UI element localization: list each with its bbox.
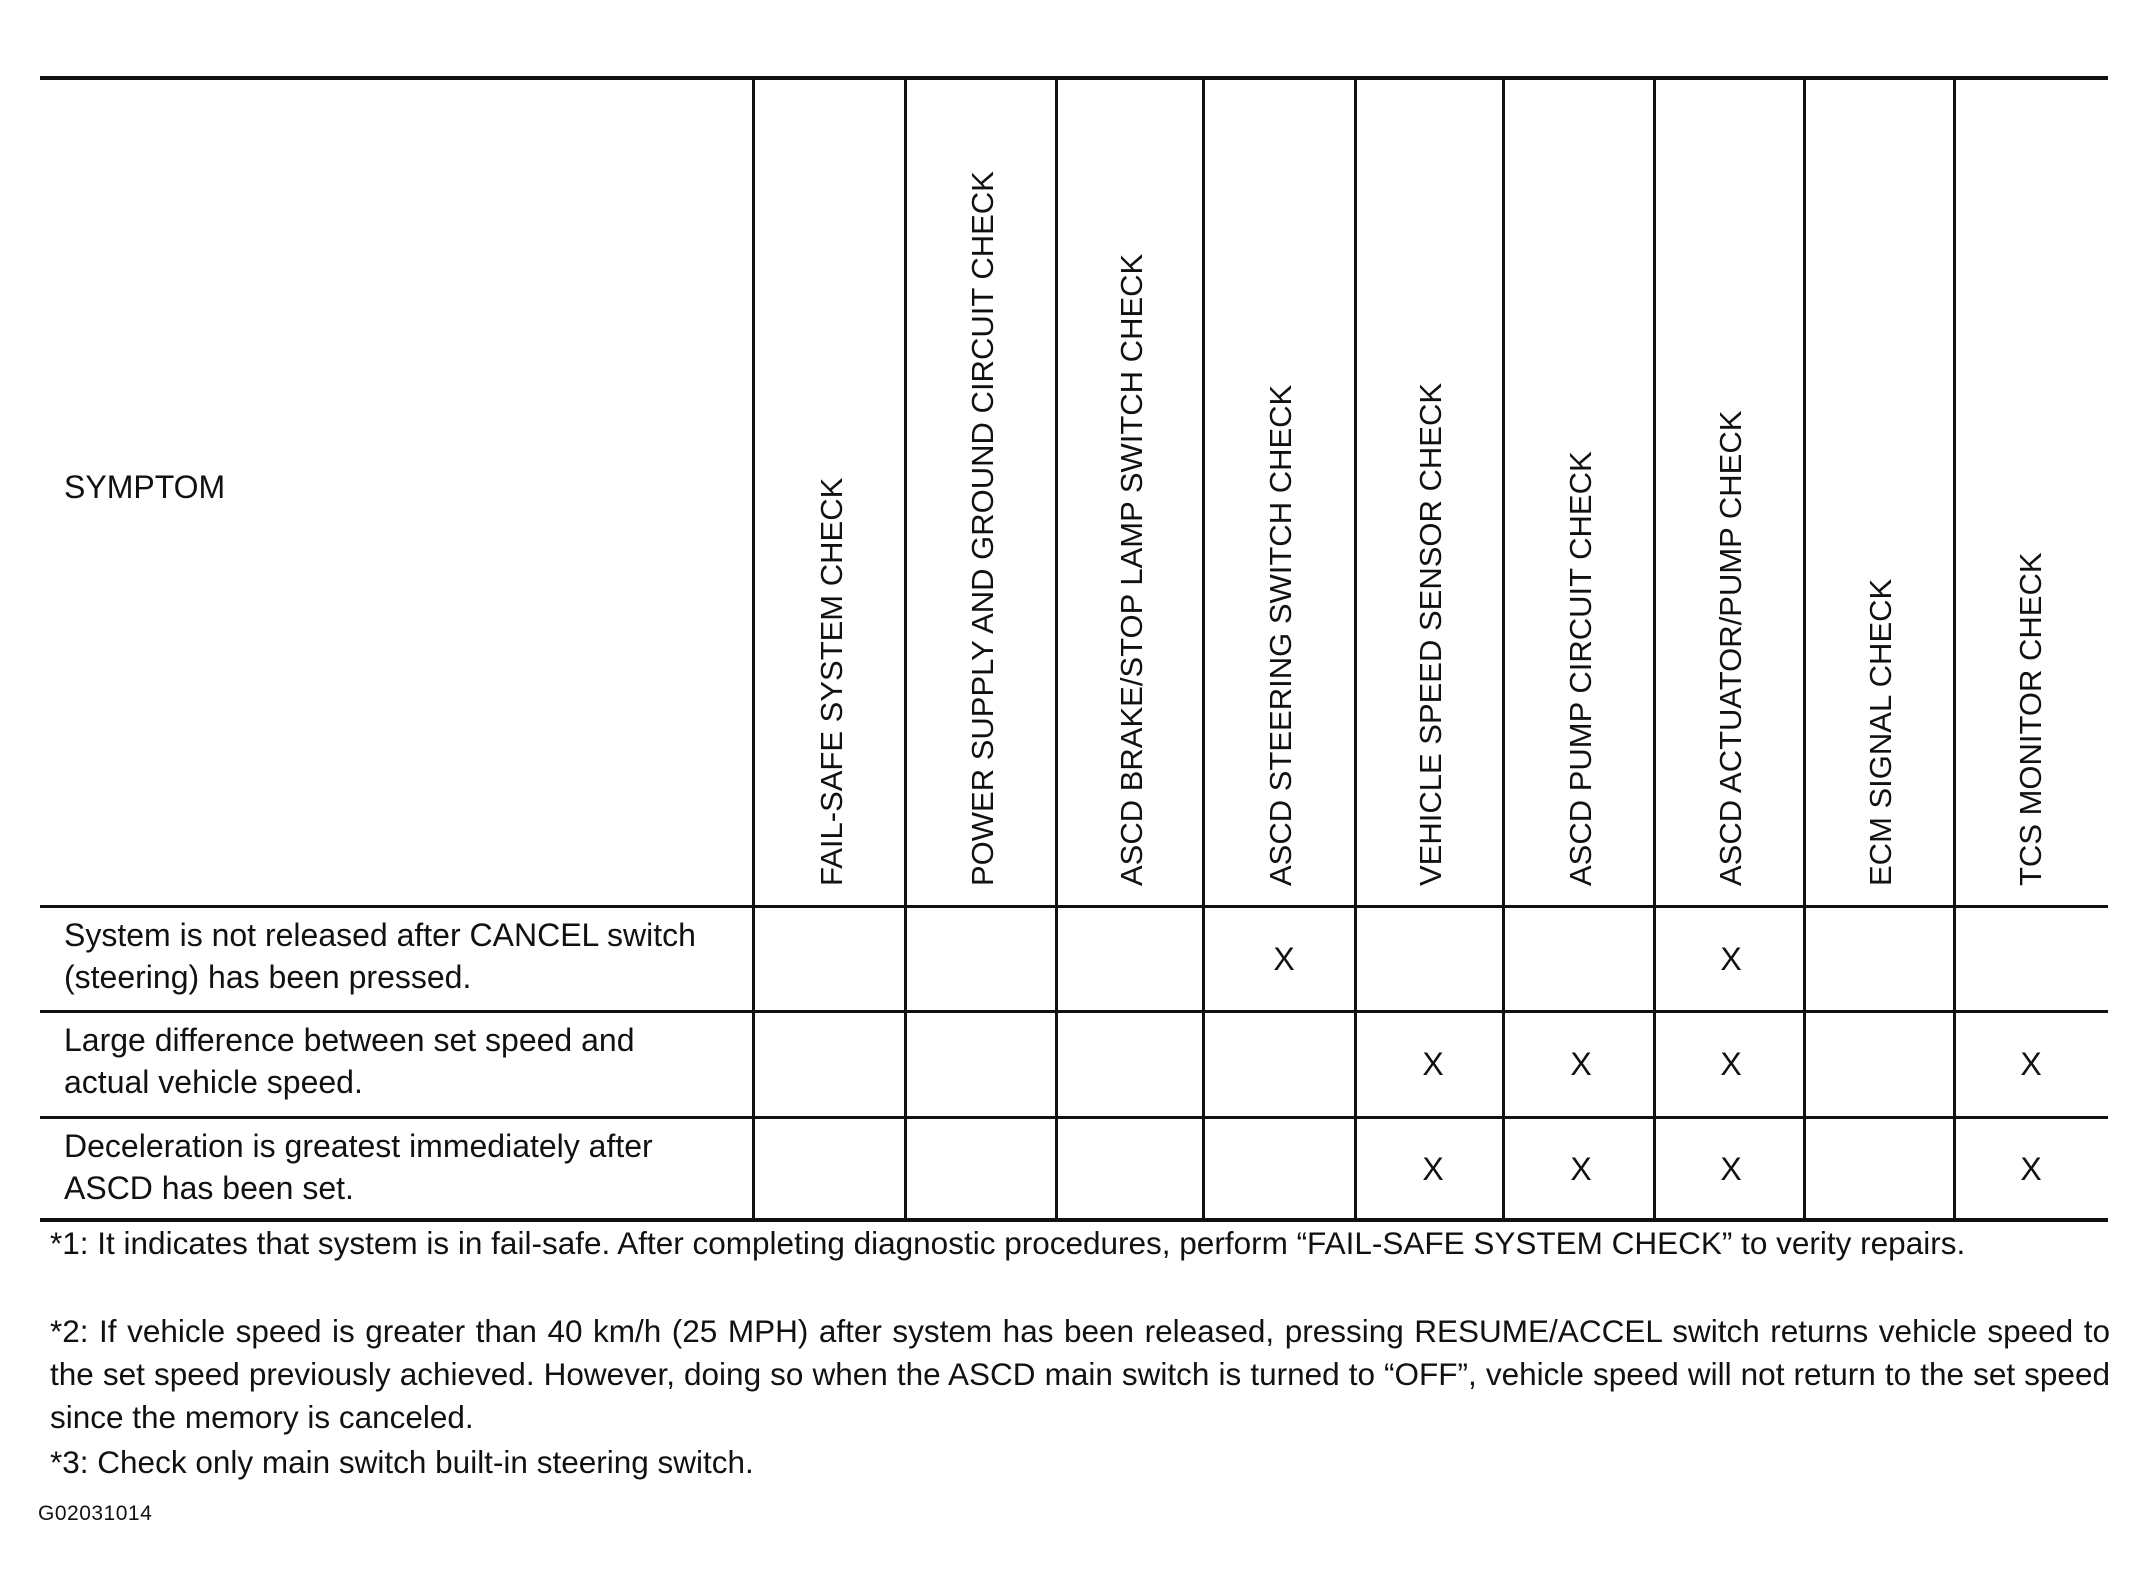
symptom-text: System is not released after CANCEL switch <box>64 917 696 953</box>
symptom-text: (steering) has been pressed. <box>64 959 472 995</box>
check-mark: X <box>1422 1046 1444 1082</box>
column-divider <box>752 78 755 1220</box>
column-header: ASCD BRAKE/STOP LAMP SWITCH CHECK <box>1114 253 1149 886</box>
column-header: FAIL-SAFE SYSTEM CHECK <box>814 477 849 886</box>
check-mark: X <box>2020 1046 2042 1082</box>
check-mark: X <box>1570 1150 1592 1187</box>
column-header: ECM SIGNAL CHECK <box>1863 578 1898 886</box>
symptom-text: Deceleration is greatest immediately after <box>64 1128 653 1164</box>
column-divider <box>904 78 907 1220</box>
symptom-header: SYMPTOM <box>64 469 226 505</box>
column-divider <box>1354 78 1357 1220</box>
column-header: ASCD PUMP CIRCUIT CHECK <box>1563 451 1598 886</box>
check-mark: X <box>1720 1046 1742 1082</box>
column-divider <box>1803 78 1806 1220</box>
footnote-3: *3: Check only main switch built-in steering switch. <box>50 1444 754 1480</box>
check-mark: X <box>1273 940 1295 977</box>
figure-code: G02031014 <box>38 1502 153 1525</box>
symptom-text: Large difference between set speed and <box>64 1022 635 1058</box>
check-mark: X <box>1720 1150 1742 1187</box>
symptom-text: actual vehicle speed. <box>64 1064 363 1100</box>
column-header: ASCD STEERING SWITCH CHECK <box>1263 384 1298 886</box>
column-header: TCS MONITOR CHECK <box>2013 552 2048 886</box>
footnote-2: *2: If vehicle speed is greater than 40 km/h (25 MPH) after system has been released, pressing RESUME/ACCEL switch returns vehicle speed to the set speed previously achieved. However, doing so when the ASCD main switch is turned to “OFF”, vehicle speed will not return to the set speed since the memory is canceled. <box>50 1313 2110 1435</box>
row-divider <box>40 1116 2108 1119</box>
column-header: VEHICLE SPEED SENSOR CHECK <box>1413 382 1448 886</box>
column-divider <box>1653 78 1656 1220</box>
check-mark: X <box>1422 1150 1444 1187</box>
footnote-1: *1: It indicates that system is in fail-safe. After completing diagnostic procedures, perform “FAIL-SAFE SYSTEM CHECK” to verity repairs. <box>50 1225 1966 1261</box>
row-divider <box>40 1010 2108 1013</box>
header-bottom-rule <box>40 905 2108 908</box>
column-divider <box>1055 78 1058 1220</box>
column-header: POWER SUPPLY AND GROUND CIRCUIT CHECK <box>965 171 1000 886</box>
column-divider <box>1502 78 1505 1220</box>
check-mark: X <box>1720 940 1742 977</box>
check-mark: X <box>1570 1046 1592 1082</box>
column-header: ASCD ACTUATOR/PUMP CHECK <box>1713 410 1748 886</box>
symptom-text: ASCD has been set. <box>64 1170 354 1206</box>
column-divider <box>1953 78 1956 1220</box>
column-divider <box>1202 78 1205 1220</box>
check-mark: X <box>2020 1150 2042 1187</box>
table-top-rule <box>40 76 2108 80</box>
